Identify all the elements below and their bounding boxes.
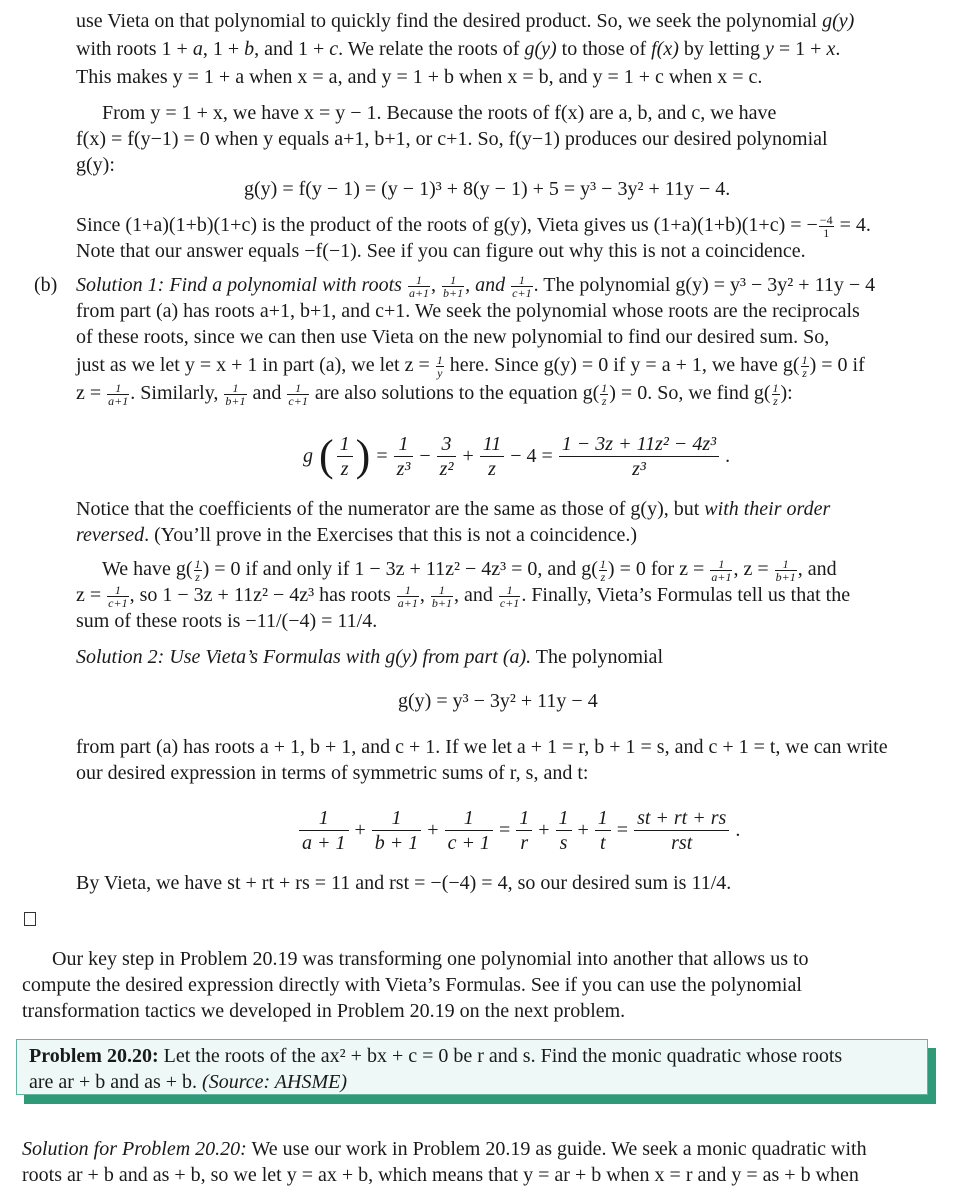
problem-line (29, 1069, 347, 1095)
numerator: −4 (819, 212, 833, 227)
math: = (376, 445, 388, 467)
numerator: 1 (595, 806, 611, 831)
text: Notice that the coefficients of the numerator are the same as those of g(y), but (76, 498, 700, 520)
text: ) = 0 if and only if 1 − 3z + 11z² − 4z³ = 0, and g( (202, 558, 598, 580)
text-line: compute the desired expression directly with Vieta’s Formulas. See if you can use the polynomial (22, 974, 802, 996)
text-line: of these roots, since we can then use Vieta on the new polynomial to find our desired sum. So, (76, 326, 830, 348)
numerator: 1 (516, 806, 532, 831)
text: here. Since g(y) = 0 if y = a + 1, we have g( (449, 354, 800, 376)
text-line: Solution 1: Find a polynomial with roots $\frac{1}{a+1}$ , $\frac{1}{b+1}$ , and $\frac{1}{c+1}$ . The polynomial g(y) = y³ − 3y² + 11y − 4 (76, 272, 876, 300)
denominator: a+1 (408, 285, 430, 300)
fraction (710, 558, 732, 583)
text: We have g( (102, 558, 193, 580)
text: and (252, 382, 282, 404)
numerator: 1 − 3z + 11z² − 4z³ (559, 432, 719, 457)
solution-heading: Solution for Problem 20.20: (22, 1138, 247, 1160)
text-line: transformation tactics we developed in Problem 20.19 on the next problem. (22, 1000, 626, 1022)
text: with roots 1 + (76, 38, 188, 60)
math: . (735, 819, 741, 841)
text: use Vieta on that polynomial to quickly find the desired product. So, we seek the polynomial (76, 10, 818, 32)
denominator: c + 1 (447, 831, 490, 854)
text: . (835, 38, 841, 60)
math: + (577, 819, 589, 841)
denominator: a+1 (108, 393, 129, 408)
part-label: (b) (34, 274, 58, 296)
fraction (801, 354, 809, 379)
fraction (408, 274, 430, 299)
text: , and (453, 584, 493, 606)
denominator: z³ (396, 457, 411, 480)
text-line: from part (a) has roots a + 1, b + 1, and c + 1. If we let a + 1 = r, b + 1 = s, and c + 1 = t, we can write (76, 736, 888, 758)
math: g (303, 445, 313, 467)
fraction (436, 354, 444, 379)
math: + (462, 445, 474, 467)
fraction (480, 432, 505, 481)
denominator: b+1 (431, 595, 452, 610)
fraction (516, 806, 532, 855)
numerator: 1 (408, 274, 430, 287)
text: ): (780, 382, 793, 404)
numerator: 1 (436, 352, 443, 367)
text: , and (465, 274, 506, 296)
numerator: 1 (224, 382, 246, 395)
numerator: 1 (710, 558, 732, 571)
numerator: 1 (511, 274, 532, 287)
denominator: c+1 (288, 393, 308, 408)
display-equation (300, 428, 733, 484)
text-line: This makes y = 1 + a when x = a, and y = 1 + b when x = b, and y = 1 + c when x = c. (76, 66, 763, 88)
math: − 4 = (510, 445, 553, 467)
problem-line (29, 1043, 842, 1069)
math: g(y) (524, 38, 557, 60)
denominator: b+1 (775, 569, 796, 584)
denominator: z (340, 457, 349, 480)
denominator: t (600, 831, 606, 854)
numerator: 1 (394, 432, 414, 457)
fraction (772, 382, 780, 407)
text: . Similarly, (130, 382, 219, 404)
denominator: a+1 (711, 569, 732, 584)
fraction (559, 432, 719, 481)
problem-box (16, 1039, 928, 1095)
math: = (498, 819, 511, 841)
text-line: from part (a) has roots a+1, b+1, and c+1. We seek the polynomial whose roots are the reciprocals (76, 300, 860, 322)
text-line: By Vieta, we have st + rt + rs = 11 and rst = −(−4) = 4, so our desired sum is 11/4. (76, 872, 732, 894)
text: , and (797, 558, 837, 580)
fraction (499, 584, 520, 609)
text: z = (76, 584, 102, 606)
text: ) = 0 if (809, 354, 865, 376)
text: ) = 0. So, we find g( (609, 382, 771, 404)
denominator: z³ (632, 457, 646, 480)
display-equation: g(y) = y³ − 3y² + 11y − 4 (398, 690, 598, 712)
fraction (445, 806, 493, 855)
text-line (76, 522, 637, 548)
fraction (775, 558, 797, 583)
text: = 4. (834, 214, 871, 236)
numerator: 1 (772, 380, 779, 395)
math: x (826, 38, 836, 60)
text: Let the roots of the ax² + bx + c = 0 be r and s. Find the monic quadratic whose roots (163, 1045, 843, 1067)
fraction (397, 584, 419, 609)
text-line: From y = 1 + x, we have x = y − 1. Because the roots of f(x) are a, b, and c, we have (102, 102, 777, 124)
fraction (437, 432, 457, 481)
text: just as we let y = x + 1 in part (a), we let z = (76, 354, 430, 376)
numerator: 1 (372, 806, 422, 831)
denominator: c+1 (512, 285, 532, 300)
paren: ( (319, 431, 334, 480)
emphasis: with their order (704, 498, 831, 520)
text-line (76, 36, 840, 62)
text: . We relate the roots of (338, 38, 520, 60)
solution-heading: Solution 2: Use Vieta’s Formulas with g(y) from part (a). (76, 646, 532, 668)
numerator: 1 (499, 584, 520, 597)
numerator: 1 (299, 806, 349, 831)
math: = (616, 819, 629, 841)
denominator: z² (439, 457, 454, 480)
text: , and 1 + (254, 38, 325, 60)
numerator: 1 (194, 556, 201, 571)
fraction (634, 806, 729, 855)
denominator: rst (671, 831, 693, 854)
fraction (287, 382, 308, 407)
solution-heading: Solution 1: Find a polynomial with roots (76, 274, 402, 296)
denominator: z (488, 457, 496, 480)
text-line: Note that our answer equals −f(−1). See if you can figure out why this is not a coincidence. (76, 240, 806, 262)
fraction (372, 806, 422, 855)
numerator: 1 (801, 352, 808, 367)
fraction (107, 382, 129, 407)
math: y (764, 38, 774, 60)
denominator: a+1 (397, 595, 418, 610)
text: , so 1 − 3z + 11z² − 4z³ has roots (129, 584, 391, 606)
source: (Source: AHSME) (202, 1071, 347, 1093)
numerator: 1 (601, 380, 608, 395)
fraction (107, 584, 128, 609)
text-line (76, 380, 793, 407)
text-line: g(y): (76, 154, 115, 176)
math: a (192, 38, 203, 60)
fraction (394, 432, 414, 481)
text: are ar + b and as + b. (29, 1071, 198, 1093)
numerator: 1 (556, 806, 572, 831)
text-line (76, 352, 865, 379)
text-line (22, 1136, 867, 1162)
numerator: 1 (599, 556, 606, 571)
denominator: r (520, 831, 529, 854)
math: + (354, 819, 366, 841)
math: c (329, 38, 339, 60)
denominator: 1 (823, 225, 830, 240)
numerator: 3 (437, 432, 457, 457)
denominator: z (773, 393, 778, 408)
text: . The polynomial g(y) = y³ − 3y² + 11y − 4 (533, 274, 876, 296)
math: + (538, 819, 550, 841)
math: − (419, 445, 431, 467)
text-line: roots ar + b and as + b, so we let y = ax + b, which means that y = ar + b when x = r and y = as + b when (22, 1164, 859, 1186)
text-line (76, 496, 830, 522)
fraction (337, 432, 353, 481)
text-line: z = $\frac{1}{c+1}$ , so 1 − 3z + 11z² − 4z³ has roots $\frac{1}{a+1}$ , $\frac{1}{b+1}$ , and $\frac{1}{c+1}$ . Finally, Vieta’s Formulas tell us that the (76, 582, 851, 610)
numerator: 1 (107, 584, 128, 597)
numerator: 1 (397, 584, 419, 597)
math: + (427, 819, 439, 841)
text: Since (1+a)(1+b)(1+c) is the product of the roots of g(y), Vieta gives us (1+a)(1+b)(1+c) = − (76, 214, 818, 236)
display-equation (296, 802, 743, 858)
numerator: 1 (445, 806, 493, 831)
text: are also solutions to the equation g( (314, 382, 600, 404)
text-line (76, 212, 871, 239)
fraction (194, 558, 202, 583)
denominator: c+1 (499, 595, 520, 610)
fraction (819, 214, 834, 239)
numerator: 1 (287, 382, 308, 395)
text: . (You’ll prove in the Exercises that this is not a coincidence.) (144, 524, 637, 546)
text: We use our work in Problem 20.19 as guide. We seek a monic quadratic with (251, 1138, 867, 1160)
text: . Finally, Vieta’s Formulas tell us that the (521, 584, 851, 606)
denominator: y (437, 365, 443, 380)
problem-title: Problem 20.20: (29, 1045, 159, 1067)
text: = 1 + (778, 38, 822, 60)
fraction (224, 382, 246, 407)
denominator: b+1 (225, 393, 246, 408)
text-line: f(x) = f(y−1) = 0 when y equals a+1, b+1, or c+1. So, f(y−1) produces our desired polynomial (76, 128, 828, 150)
numerator: st + rt + rs (634, 806, 729, 831)
numerator: 1 (107, 382, 129, 395)
denominator: z (802, 365, 807, 380)
denominator: b + 1 (374, 831, 419, 854)
text: , 1 + (202, 38, 240, 60)
text: The polynomial (535, 646, 663, 668)
fraction (600, 382, 608, 407)
text-line: our desired expression in terms of symmetric sums of r, s, and t: (76, 762, 589, 784)
fraction (595, 806, 611, 855)
fraction (431, 584, 453, 609)
text: to those of (561, 38, 647, 60)
denominator: z (195, 569, 200, 584)
text: ) = 0 for z = (607, 558, 705, 580)
fraction (599, 558, 607, 583)
math: g(y) (822, 10, 855, 32)
fraction (442, 274, 464, 299)
denominator: s (559, 831, 568, 854)
text-line (76, 8, 948, 34)
math: f(x) (651, 38, 679, 60)
denominator: b+1 (443, 285, 464, 300)
denominator: z (601, 393, 607, 408)
emphasis: reversed (76, 524, 145, 546)
numerator: 11 (480, 432, 505, 457)
display-equation: g(y) = f(y − 1) = (y − 1)³ + 8(y − 1) + 5 = y³ − 3y² + 11y − 4. (244, 178, 731, 200)
text: z = (76, 382, 102, 404)
fraction (556, 806, 572, 855)
math: b (244, 38, 255, 60)
numerator: 1 (431, 584, 453, 597)
denominator: a + 1 (302, 831, 346, 854)
numerator: 1 (775, 558, 797, 571)
text: by letting (683, 38, 760, 60)
text-line: sum of these roots is −11/(−4) = 11/4. (76, 610, 378, 632)
fraction (511, 274, 532, 299)
fraction (299, 806, 349, 855)
text-line (76, 644, 663, 670)
math: . (725, 445, 731, 467)
paren: ) (355, 431, 371, 480)
denominator: c+1 (108, 595, 128, 610)
text-line: Our key step in Problem 20.19 was transforming one polynomial into another that allows us to (52, 948, 809, 970)
qed-box-icon (24, 912, 36, 926)
numerator: 1 (442, 274, 464, 287)
denominator: z (600, 569, 606, 584)
text: , z = (733, 558, 769, 580)
numerator: 1 (337, 432, 353, 457)
text-line (102, 556, 837, 583)
